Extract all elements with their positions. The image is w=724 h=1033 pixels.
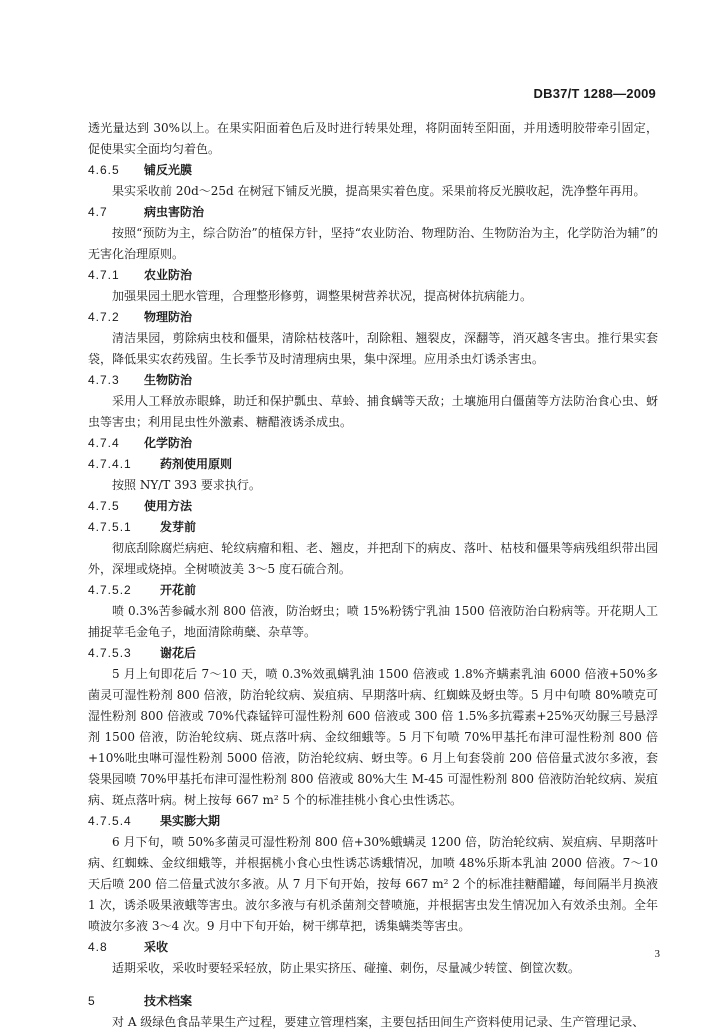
section-title: 病虫害防治: [144, 205, 205, 219]
section-number: 5: [88, 994, 96, 1008]
section-title: 生物防治: [144, 373, 193, 387]
section-title: 果实膨大期: [160, 814, 221, 828]
section-title: 铺反光膜: [144, 163, 193, 177]
paragraph: 清洁果园，剪除病虫枝和僵果，清除枯枝落叶，刮除粗、翘裂皮，深翻等，消灭越冬害虫。推行果实套袋，降低果实农药残留。生长季节及时清理病虫果，集中深埋。应用杀虫灯诱杀害虫。: [88, 331, 658, 366]
document-body: [88, 118, 658, 1033]
section-heading: [88, 991, 658, 1012]
section-heading: [88, 517, 658, 538]
section-title: 药剂使用原则: [160, 457, 233, 471]
section-title: 谢花后: [160, 646, 197, 660]
paragraph: 6 月下旬，喷 50%多菌灵可湿性粉剂 800 倍+30%蛾螨灵 1200 倍，防治轮纹病、炭疽病、早期落叶病、红蜘蛛、金纹细蛾等，并根据桃小食心虫性诱芯诱蛾情况，加喷 48%乐斯本乳油 2000 倍液。7～10 天后喷 200 倍二倍量式波尔多液。从 7 月下旬开始，按每 667 m² 2 个的标准挂糖醋罐，每间隔半月换液 1 次，诱杀吸果液蛾等害虫。波尔多液与有机杀菌剂交替喷施，并根据害虫发生情况加入有效杀虫剂。全年喷波尔多液 3～4 次。9 月中下旬开始，树干绑草把，诱集螨类等害虫。: [88, 835, 658, 933]
paragraph: 对 A 级绿色食品苹果生产过程，要建立管理档案，主要包括田间生产资料使用记录、生产管理记录、: [112, 1015, 645, 1029]
section-number: 4.7.4.1: [88, 457, 132, 471]
section-number: 4.7.5.2: [88, 583, 132, 597]
section-heading: [88, 265, 658, 286]
section-number: 4.7.5.4: [88, 814, 132, 828]
section-heading: [88, 454, 658, 475]
section-number: 4.7.3: [88, 373, 120, 387]
section-number: 4.7: [88, 205, 108, 219]
paragraph: 喷 0.3%苦参碱水剂 800 倍液，防治蚜虫；喷 15%粉锈宁乳油 1500 倍液防治白粉病等。开花期人工捕捉苹毛金龟子，地面清除萌蘖、杂草等。: [88, 604, 658, 639]
section-number: 4.6.5: [88, 163, 120, 177]
section-number: 4.8: [88, 940, 108, 954]
paragraph: 彻底刮除腐烂病疤、轮纹病瘤和粗、老、翘皮，并把刮下的病皮、落叶、枯枝和僵果等病残组织带出园外，深埋或烧掉。全树喷波美 3～5 度石硫合剂。: [88, 541, 658, 576]
section-number: 4.7.1: [88, 268, 120, 282]
section-title: 化学防治: [144, 436, 193, 450]
section-number: 4.7.5.1: [88, 520, 132, 534]
paragraph: 果实采收前 20d～25d 在树冠下铺反光膜，提高果实着色度。采果前将反光膜收起，洗净整年再用。: [112, 184, 646, 198]
section-title: 农业防治: [144, 268, 193, 282]
paragraph: 采用人工释放赤眼蜂，助迁和保护瓢虫、草蛉、捕食螨等天敌；土壤施用白僵菌等方法防治食心虫、蚜虫等害虫；利用昆虫性外激素、糖醋液诱杀成虫。: [88, 394, 658, 429]
paragraph: 适期采收，采收时要轻采轻放，防止果实挤压、碰撞、刺伤，尽量减少转筐、倒筐次数。: [112, 961, 581, 975]
section-heading: [88, 937, 658, 958]
section-heading: [88, 370, 658, 391]
section-heading: [88, 307, 658, 328]
section-number: 4.7.2: [88, 310, 120, 324]
section-heading: [88, 643, 658, 664]
section-number: 4.7.5: [88, 499, 120, 513]
section-title: 采收: [144, 940, 169, 954]
section-number: 4.7.5.3: [88, 646, 132, 660]
section-heading: [88, 160, 658, 181]
section-heading: [88, 811, 658, 832]
paragraph: 按照“预防为主，综合防治”的植保方针，坚持“农业防治、物理防治、生物防治为主，化学防治为辅”的无害化治理原则。: [88, 226, 658, 261]
section-title: 开花前: [160, 583, 197, 597]
paragraph: 5 月上旬即花后 7～10 天，喷 0.3%效虱螨乳油 1500 倍液或 1.8%齐螨素乳油 6000 倍液+50%多菌灵可湿性粉剂 800 倍液，防治轮纹病、炭疽病、早期落叶病、红蜘蛛及蚜虫等。5 月中旬喷 80%喷克可湿性粉剂 800 倍液或 70%代森锰锌可湿性粉剂 600 倍液或 300 倍 1.5%多抗霉素+25%灭幼脲三号悬浮剂 1500 倍液，防治轮纹病、斑点落叶病、金纹细蛾等。5 月下旬喷 70%甲基托布津可湿性粉剂 800 倍+10%吡虫啉可湿性粉剂 5000 倍液，防治轮纹病、蚜虫等。6 月上旬套袋前 200 倍倍量式波尔多液，套袋果园喷 70%甲基托布津可湿性粉剂 800 倍液或 80%大生 M-45 可湿性粉剂 800 倍液防治轮纹病、炭疽病、斑点落叶病。树上按每 667 m² 5 个的标准挂桃小食心虫性诱芯。: [88, 667, 658, 807]
section-number: 4.7.4: [88, 436, 120, 450]
section-title: 发芽前: [160, 520, 197, 534]
section-title: 物理防治: [144, 310, 193, 324]
section-title: 技术档案: [144, 994, 193, 1008]
section-title: 使用方法: [144, 499, 193, 513]
paragraph: 按照 NY/T 393 要求执行。: [112, 478, 261, 492]
page-number: 3: [654, 948, 660, 960]
section-heading: [88, 580, 658, 601]
section-heading: [88, 496, 658, 517]
paragraph: 透光量达到 30%以上。在果实阳面着色后及时进行转果处理，将阴面转至阳面，并用透明胶带牵引固定，促使果实全面均匀着色。: [88, 121, 658, 156]
section-heading: [88, 202, 658, 223]
paragraph: 加强果园土肥水管理，合理整形修剪，调整果树营养状况，提高树体抗病能力。: [112, 289, 533, 303]
section-heading: [88, 433, 658, 454]
standard-code: DB37/T 1288—2009: [533, 86, 656, 101]
